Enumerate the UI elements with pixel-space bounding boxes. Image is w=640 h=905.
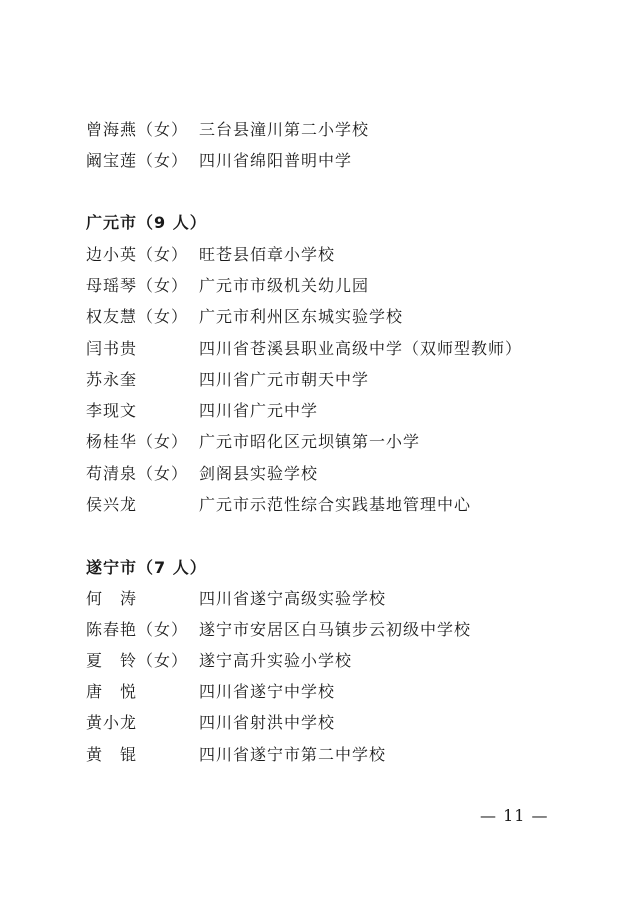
school-name: 四川省遂宁中学校 (199, 682, 336, 701)
person-name: 母瑶琴（女） (86, 276, 189, 295)
person-name: 苏永奎 (86, 370, 138, 389)
school-name: 四川省绵阳普明中学 (199, 151, 353, 170)
school-name: 广元市昭化区元坝镇第一小学 (199, 432, 421, 451)
person-name: 夏 铃（女） (86, 651, 189, 670)
school-name: 四川省遂宁市第二中学校 (199, 745, 387, 764)
person-name: 杨桂华（女） (86, 432, 189, 451)
school-name: 遂宁高升实验小学校 (199, 651, 353, 670)
school-name: 剑阁县实验学校 (199, 464, 319, 483)
school-name: 遂宁市安居区白马镇步云初级中学校 (199, 620, 472, 639)
person-name: 唐 悦 (86, 682, 138, 701)
school-name: 四川省遂宁高级实验学校 (199, 589, 387, 608)
person-name: 黄小龙 (86, 713, 138, 732)
school-name: 四川省广元市朝天中学 (199, 370, 370, 389)
section-heading-guangyuan: 广元市（9 人） (86, 213, 207, 232)
person-name: 何 涛 (86, 589, 138, 608)
page-number: — 11 — (480, 806, 549, 825)
school-name: 四川省苍溪县职业高级中学（双师型教师） (199, 339, 523, 358)
school-name: 三台县潼川第二小学校 (199, 120, 370, 139)
person-name: 侯兴龙 (86, 495, 138, 514)
person-name: 权友慧（女） (86, 307, 189, 326)
person-name: 李现文 (86, 401, 138, 420)
person-name: 边小英（女） (86, 245, 189, 264)
person-name: 黄 锟 (86, 745, 138, 764)
school-name: 广元市示范性综合实践基地管理中心 (199, 495, 472, 514)
school-name: 四川省射洪中学校 (199, 713, 336, 732)
section-heading-suining: 遂宁市（7 人） (86, 558, 207, 577)
school-name: 广元市市级机关幼儿园 (199, 276, 370, 295)
person-name: 曾海燕（女） (86, 120, 189, 139)
person-name: 陈春艳（女） (86, 620, 189, 639)
person-name: 苟清泉（女） (86, 464, 189, 483)
person-name: 闫书贵 (86, 339, 138, 358)
school-name: 四川省广元中学 (199, 401, 319, 420)
person-name: 阚宝莲（女） (86, 151, 189, 170)
school-name: 广元市利州区东城实验学校 (199, 307, 404, 326)
school-name: 旺苍县佰章小学校 (199, 245, 336, 264)
